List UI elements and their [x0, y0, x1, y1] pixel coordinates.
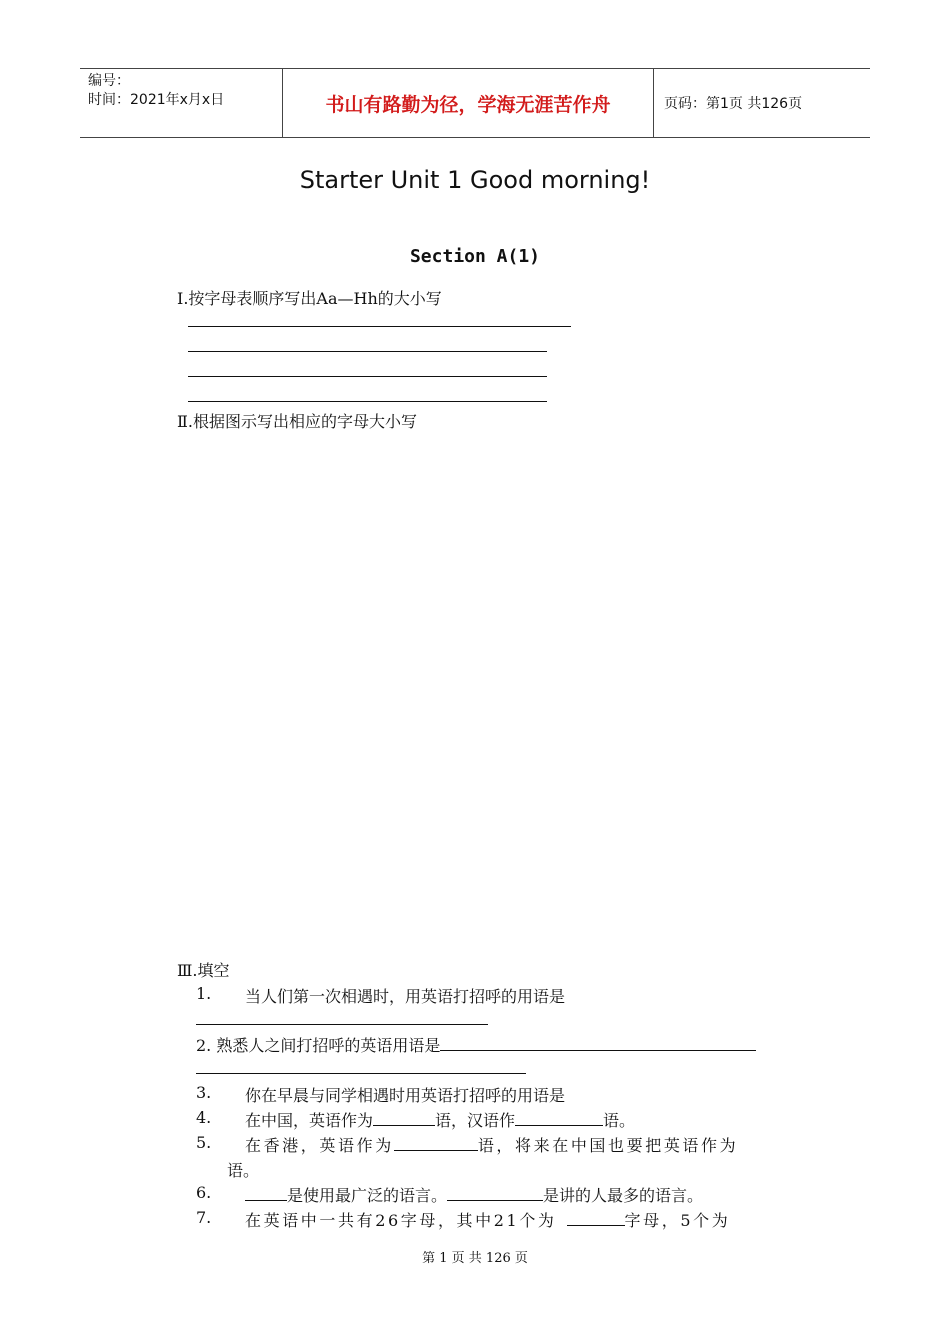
- list-item: [196, 1033, 756, 1056]
- answer-line: [188, 401, 547, 402]
- item-number: 6.: [196, 1183, 212, 1202]
- header-info-cell: [80, 69, 282, 137]
- item-number: 1.: [196, 984, 212, 1003]
- item-number: 4.: [196, 1108, 212, 1127]
- answer-blank: [373, 1109, 435, 1126]
- header-table: [80, 68, 870, 138]
- answer-line: [188, 376, 547, 377]
- motto: 书山有路勤为径，学海无涯苦作舟: [282, 69, 654, 137]
- part3-heading: Ⅲ.填空: [177, 961, 230, 980]
- item-text: 在中国，英语作为: [245, 1111, 374, 1130]
- answer-line: [188, 351, 547, 352]
- answer-blank: [447, 1184, 543, 1201]
- item-text: 语，将来在中国也要把英语作为: [477, 1136, 739, 1155]
- item-text: 语。: [227, 1161, 260, 1180]
- answer-blank: [394, 1134, 478, 1151]
- item-text: 在英语中一共有26字母，其中21个为: [245, 1211, 557, 1230]
- item-number: 7.: [196, 1208, 212, 1227]
- item-text: 当人们第一次相遇时，用英语打招呼的用语是: [245, 987, 566, 1006]
- item-text: 是使用最广泛的语言。: [287, 1186, 448, 1205]
- answer-blank: [515, 1109, 603, 1126]
- page-info: 页码：第1页 共126页: [664, 96, 803, 112]
- part1-heading: Ⅰ.按字母表顺序写出Aa—Hh的大小写: [177, 289, 442, 308]
- item-number: 5.: [196, 1133, 212, 1152]
- item-text: 2. 熟悉人之间打招呼的英语用语是: [196, 1036, 441, 1055]
- list-item: [245, 1108, 635, 1131]
- section-heading: Section A(1): [409, 246, 541, 267]
- item-text: 你在早晨与同学相遇时用英语打招呼的用语是: [245, 1086, 566, 1105]
- list-item: [245, 1208, 730, 1231]
- time-label: 时间：2021年x月x日: [88, 92, 225, 108]
- page-title: Starter Unit 1 Good morning!: [299, 166, 651, 194]
- item-text: 在香港，英语作为: [245, 1136, 394, 1155]
- answer-line: [188, 326, 571, 327]
- answer-line: [196, 1073, 526, 1074]
- list-item: [245, 1183, 703, 1206]
- item-text: 语。: [603, 1111, 636, 1130]
- part2-heading: Ⅱ.根据图示写出相应的字母大小写: [177, 412, 417, 431]
- list-item: [245, 1133, 738, 1156]
- item-text: 字母，5个为: [624, 1211, 731, 1230]
- serial-label: 编号：: [88, 73, 130, 89]
- answer-blank: [245, 1184, 287, 1201]
- item-number: 3.: [196, 1083, 212, 1102]
- page-footer: 第 1 页 共 126 页: [422, 1251, 528, 1266]
- answer-blank: [567, 1209, 625, 1226]
- answer-line: [196, 1024, 488, 1025]
- item-text: 语，汉语作: [435, 1111, 516, 1130]
- answer-blank: [440, 1034, 756, 1051]
- item-text: 是讲的人最多的语言。: [543, 1186, 704, 1205]
